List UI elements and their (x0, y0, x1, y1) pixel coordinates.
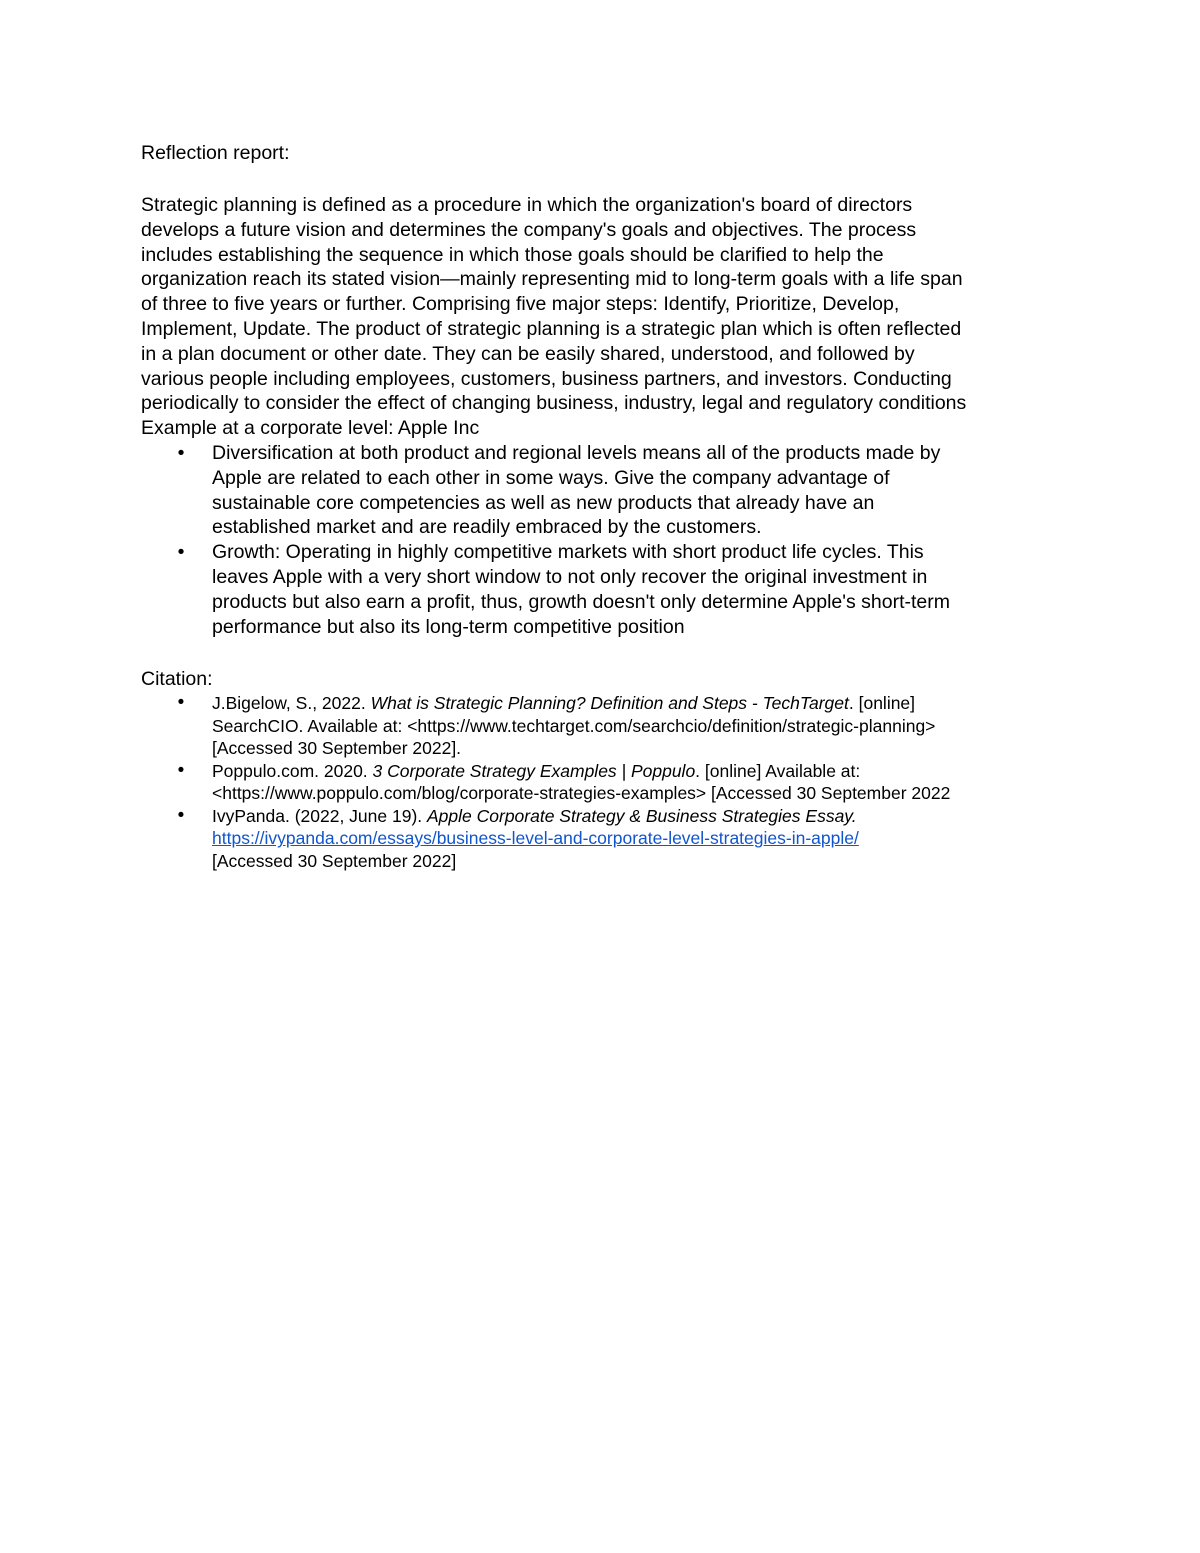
citation-title: Apple Corporate Strategy & Business Strategies Essay. (427, 805, 857, 826)
bullet-icon: • (177, 541, 185, 564)
citation-author: IvyPanda. (2022, June 19). (212, 805, 427, 826)
citation-line (212, 827, 1100, 850)
citation-author: J.Bigelow, S., 2022. (212, 693, 371, 714)
citation-heading: Citation: (141, 668, 213, 691)
bullet-line: products but also earn a profit, thus, growth doesn't only determine Apple's short-term (212, 590, 951, 613)
citation-line: <https://www.poppulo.com/blog/corporate-strategies-examples> [Accessed 30 September 2022 (212, 783, 951, 804)
spacer (141, 639, 1100, 667)
citation-list (141, 692, 1100, 872)
bullet-icon: • (177, 692, 185, 714)
bullet-icon: • (177, 804, 185, 826)
citation-author: Poppulo.com. 2020. (212, 760, 373, 781)
citation-line: [Accessed 30 September 2022]. (212, 738, 462, 759)
bullet-line: Apple are related to each other in some ways. Give the company advantage of (212, 466, 890, 489)
spacer (141, 166, 1100, 193)
intro-line: includes establishing the sequence in which those goals should be clarified to help the (141, 243, 884, 266)
citation-item-techtarget (141, 692, 1100, 760)
citation-title: 3 Corporate Strategy Examples | Poppulo (372, 760, 696, 781)
bullet-line: established market and are readily embraced by the customers. (212, 516, 762, 539)
citation-suffix: . [online] (848, 693, 916, 714)
report-heading: Reflection report: (141, 142, 290, 164)
intro-line: develops a future vision and determines the company's goals and objectives. The process (141, 218, 917, 241)
bullet-line: leaves Apple with a very short window to not only recover the original investment in (212, 565, 928, 588)
bullet-line: sustainable core competencies as well as new products that already have an (212, 491, 875, 514)
citation-item-ivypanda (141, 805, 1100, 873)
intro-line: Implement, Update. The product of strategic planning is a strategic plan which is often reflected (141, 317, 962, 340)
citation-suffix: . [online] Available at: (695, 760, 861, 781)
bullet-icon: • (177, 759, 185, 781)
citation-line (212, 760, 1100, 783)
intro-line: various people including employees, customers, business partners, and investors. Conducting (141, 367, 952, 390)
intro-line: organization reach its stated vision—mainly representing mid to long-term goals with a life span (141, 268, 963, 291)
bullet-line: Diversification at both product and regional levels means all of the products made by (212, 441, 941, 464)
strategy-bullet-list (141, 441, 1100, 639)
citation-line: [Accessed 30 September 2022] (212, 850, 457, 871)
intro-line: of three to five years or further. Comprising five major steps: Identify, Prioritize, Develop, (141, 293, 900, 316)
bullet-line: Growth: Operating in highly competitive markets with short product life cycles. This (212, 541, 924, 564)
citation-link[interactable]: https://ivypanda.com/essays/business-level-and-corporate-level-strategies-in-apple/ (212, 828, 859, 849)
citation-line (212, 692, 1100, 715)
intro-line: Example at a corporate level: Apple Inc (141, 417, 480, 440)
intro-line: in a plan document or other date. They can be easily shared, understood, and followed by (141, 342, 915, 365)
bullet-line: performance but also its long-term competitive position (212, 615, 685, 638)
bullet-item-diversification (141, 441, 1100, 540)
bullet-item-growth (141, 540, 1100, 639)
intro-line: Strategic planning is defined as a procedure in which the organization's board of directors (141, 194, 913, 216)
citation-line: SearchCIO. Available at: <https://www.techtarget.com/searchcio/definition/strategic-planning> (212, 715, 936, 736)
intro-paragraph (141, 193, 1071, 441)
citation-title: What is Strategic Planning? Definition and Steps - TechTarget (370, 693, 849, 714)
citation-item-poppulo (141, 760, 1100, 805)
intro-line: periodically to consider the effect of changing business, industry, legal and regulatory conditions (141, 392, 967, 415)
citation-line (212, 805, 1100, 828)
bullet-icon: • (177, 441, 185, 464)
